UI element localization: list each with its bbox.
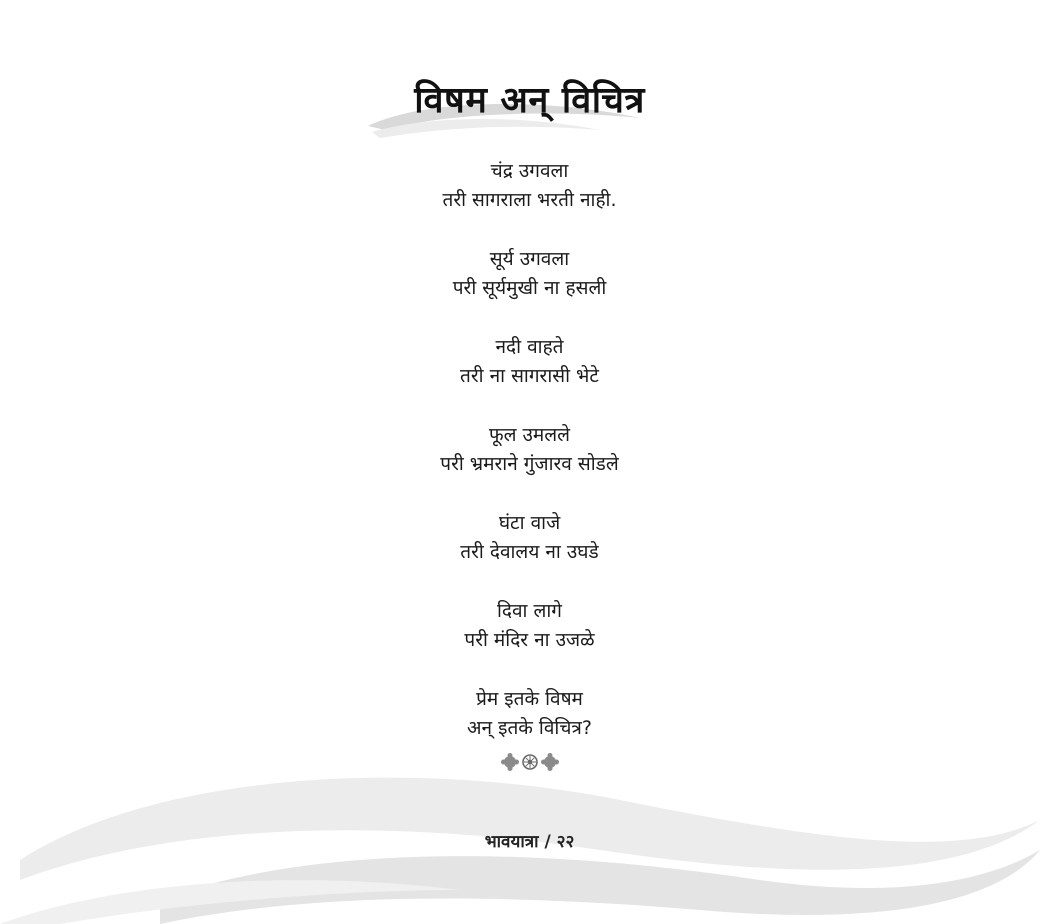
footer-separator: /: [544, 832, 551, 852]
stanza: [0, 509, 1059, 567]
poem-line: चंद्र उगवला: [490, 160, 569, 182]
poem-line: सूर्य उगवला: [489, 248, 570, 270]
stanza: [0, 333, 1059, 391]
poem-line: परी मंदिर ना उजळे: [464, 629, 595, 651]
page-number: २२: [556, 832, 575, 852]
poem-line: परी सूर्यमुखी ना हसली: [452, 277, 607, 299]
stanza: [0, 597, 1059, 655]
poem-line: तरी सागराला भरती नाही.: [442, 189, 617, 211]
poem-line: परी भ्रमराने गुंजारव सोडले: [440, 453, 619, 475]
poem-line: फूल उमलले: [488, 424, 571, 446]
poem-line: घंटा वाजे: [498, 512, 561, 534]
stanza: [0, 245, 1059, 303]
stanza: [0, 421, 1059, 479]
floral-divider-icon: [0, 752, 1059, 772]
poem-title: विषम अन् विचित्र: [414, 80, 645, 121]
poem-line: तरी ना सागरासी भेटे: [460, 365, 599, 387]
poem-line: दिवा लागे: [496, 600, 563, 622]
poem-line: नदी वाहते: [495, 336, 564, 358]
poem-body: [0, 157, 1059, 773]
poem-line: तरी देवालय ना उघडे: [460, 541, 599, 563]
poem-line: अन् इतके विचित्र?: [467, 717, 592, 739]
page-footer: [0, 830, 1059, 854]
stanza: [0, 685, 1059, 743]
book-name: भावयात्रा: [484, 832, 539, 852]
stanza: [0, 157, 1059, 215]
poem-line: प्रेम इतके विषम: [476, 688, 583, 710]
